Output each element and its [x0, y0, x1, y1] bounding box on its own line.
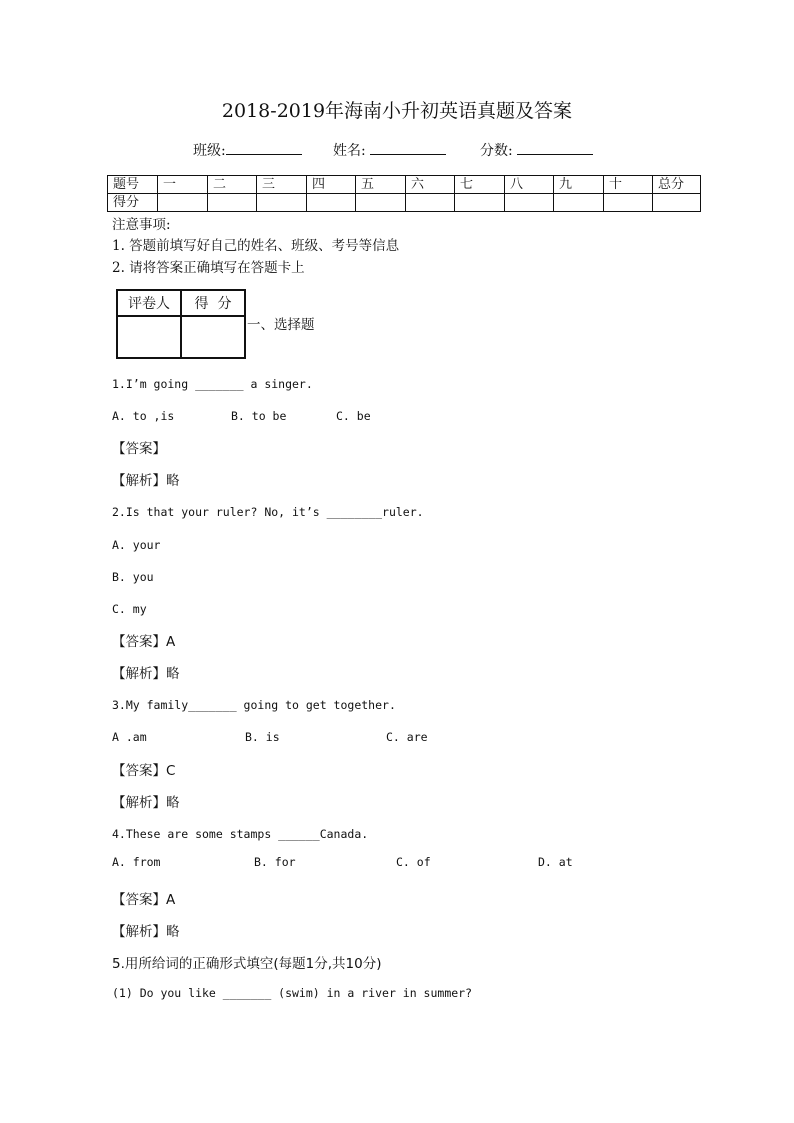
score-cell[interactable]	[604, 194, 653, 212]
score-cell[interactable]	[356, 194, 406, 212]
question-2-option-a: A. your	[112, 538, 161, 552]
question-2-answer: 【答案】A	[112, 634, 176, 650]
question-1-option-c: C. be	[336, 409, 371, 423]
grader-col-score: 得 分	[181, 290, 245, 316]
name-field	[333, 140, 446, 160]
question-4-answer: 【答案】A	[112, 892, 176, 908]
question-3-option-a: A .am	[112, 730, 147, 744]
question-4-option-d: D. at	[538, 855, 573, 869]
question-1-answer: 【答案】	[112, 441, 166, 457]
header-cell: 题号	[108, 176, 158, 194]
question-1-option-b: B. to be	[231, 409, 287, 423]
question-3-option-b: B. is	[245, 730, 280, 744]
question-3-option-c: C. are	[386, 730, 428, 744]
class-label: 班级:	[193, 143, 226, 159]
question-1-option-a: A. to ,is	[112, 409, 175, 423]
class-field	[193, 140, 302, 160]
name-blank[interactable]	[370, 140, 446, 155]
header-cell: 二	[208, 176, 257, 194]
score-cell[interactable]	[554, 194, 604, 212]
grader-col-reviewer: 评卷人	[117, 290, 181, 316]
score-cell[interactable]	[257, 194, 307, 212]
notes-item-2: 2. 请将答案正确填写在答题卡上	[112, 260, 305, 276]
score-cell[interactable]	[455, 194, 505, 212]
question-2-analysis: 【解析】略	[112, 666, 180, 682]
score-field	[480, 140, 593, 160]
score-label: 分数:	[480, 143, 513, 159]
question-1-stem: 1.I’m going _______ a singer.	[112, 377, 313, 391]
question-4-option-c: C. of	[396, 855, 431, 869]
header-cell: 总分	[653, 176, 701, 194]
score-cell[interactable]	[307, 194, 356, 212]
header-cell: 十	[604, 176, 653, 194]
score-blank[interactable]	[517, 140, 593, 155]
header-cell: 四	[307, 176, 356, 194]
score-table-score-row	[108, 194, 701, 212]
question-3-analysis: 【解析】略	[112, 795, 180, 811]
header-cell: 七	[455, 176, 505, 194]
score-table	[107, 175, 701, 212]
header-cell: 八	[505, 176, 554, 194]
header-cell: 三	[257, 176, 307, 194]
score-table-header-row	[108, 176, 701, 194]
question-2-stem: 2.Is that your ruler? No, it’s ________ruler.	[112, 505, 424, 519]
score-row-label: 得分	[108, 194, 158, 212]
question-3-answer: 【答案】C	[112, 763, 176, 779]
header-cell: 六	[406, 176, 455, 194]
page-title: 2018-2019年海南小升初英语真题及答案	[221, 100, 573, 122]
question-4-option-b: B. for	[254, 855, 296, 869]
score-cell[interactable]	[158, 194, 208, 212]
question-3-stem: 3.My family_______ going to get together.	[112, 698, 396, 712]
header-cell: 九	[554, 176, 604, 194]
score-cell[interactable]	[505, 194, 554, 212]
question-4-analysis: 【解析】略	[112, 924, 180, 940]
grader-header-row	[117, 290, 245, 316]
question-5-stem: 5.用所给词的正确形式填空(每题1分,共10分)	[112, 956, 382, 972]
grader-reviewer-cell[interactable]	[117, 316, 181, 358]
question-4-option-a: A. from	[112, 855, 161, 869]
grader-table	[116, 289, 246, 359]
header-cell: 五	[356, 176, 406, 194]
header-cell: 一	[158, 176, 208, 194]
class-blank[interactable]	[226, 140, 302, 155]
name-label: 姓名:	[333, 143, 366, 159]
grader-input-row	[117, 316, 245, 358]
question-4-stem: 4.These are some stamps ______Canada.	[112, 827, 369, 841]
notes-item-1: 1. 答题前填写好自己的姓名、班级、考号等信息	[112, 238, 400, 254]
notes-heading: 注意事项:	[112, 217, 171, 233]
score-cell[interactable]	[653, 194, 701, 212]
question-2-option-b: B. you	[112, 570, 154, 584]
score-cell[interactable]	[208, 194, 257, 212]
question-5-sub-1: (1) Do you like _______ (swim) in a river in summer?	[112, 986, 473, 1000]
section-title: 一、选择题	[247, 317, 315, 333]
grader-score-cell[interactable]	[181, 316, 245, 358]
question-2-option-c: C. my	[112, 602, 147, 616]
score-cell[interactable]	[406, 194, 455, 212]
question-1-analysis: 【解析】略	[112, 473, 180, 489]
